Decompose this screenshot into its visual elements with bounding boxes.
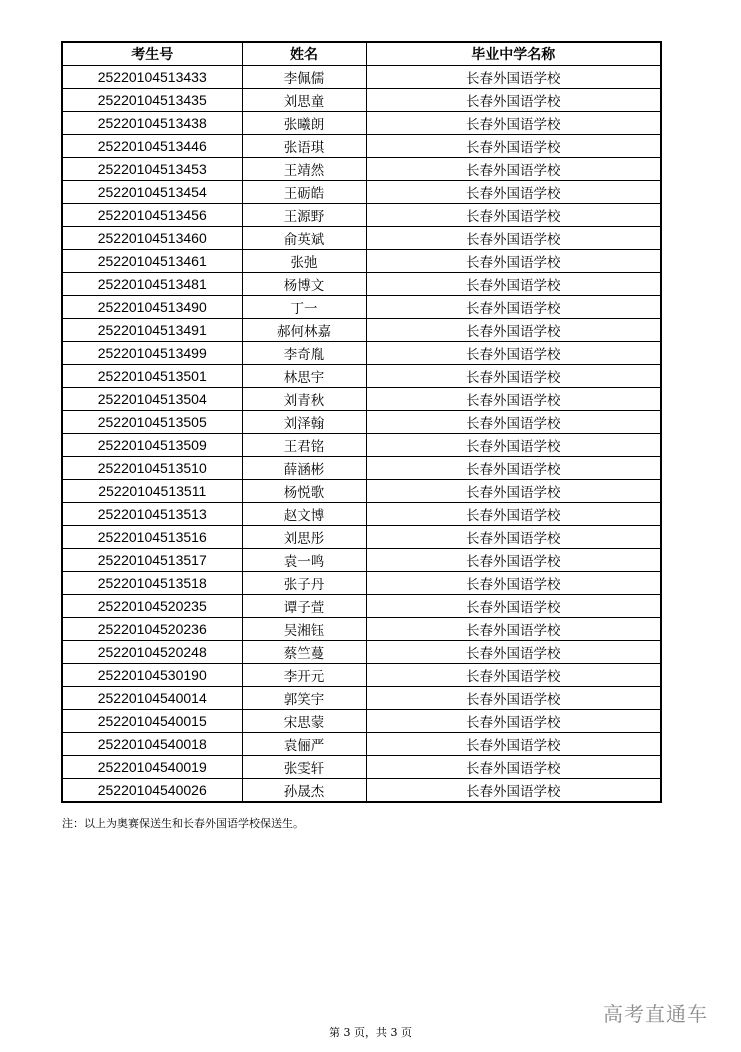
- table-row: [62, 388, 661, 411]
- table-row: [62, 411, 661, 434]
- school-name-cell: 长春外国语学校: [366, 158, 661, 181]
- table-row: [62, 319, 661, 342]
- table-row: [62, 572, 661, 595]
- table-row: [62, 434, 661, 457]
- student-name-cell: 林思宇: [242, 365, 366, 388]
- student-name-cell: 丁一: [242, 296, 366, 319]
- school-name-cell: 长春外国语学校: [366, 434, 661, 457]
- table-row: [62, 733, 661, 756]
- school-name-cell: 长春外国语学校: [366, 687, 661, 710]
- exam-id-cell: 25220104513454: [62, 181, 242, 204]
- exam-id-cell: 25220104513490: [62, 296, 242, 319]
- table-row: [62, 641, 661, 664]
- student-name-cell: 张曦朗: [242, 112, 366, 135]
- school-name-cell: 长春外国语学校: [366, 204, 661, 227]
- table-row: [62, 687, 661, 710]
- student-name-cell: 宋思蒙: [242, 710, 366, 733]
- exam-id-cell: 25220104513499: [62, 342, 242, 365]
- school-name-cell: 长春外国语学校: [366, 89, 661, 112]
- school-name-cell: 长春外国语学校: [366, 595, 661, 618]
- exam-id-cell: 25220104513456: [62, 204, 242, 227]
- school-name-cell: 长春外国语学校: [366, 388, 661, 411]
- header-exam-id: 考生号: [62, 42, 242, 66]
- student-name-cell: 郭笑宇: [242, 687, 366, 710]
- student-name-cell: 郝何林嘉: [242, 319, 366, 342]
- table-row: [62, 158, 661, 181]
- table-row: [62, 296, 661, 319]
- table-row: [62, 779, 661, 803]
- student-name-cell: 王靖然: [242, 158, 366, 181]
- exam-id-cell: 25220104540014: [62, 687, 242, 710]
- school-name-cell: 长春外国语学校: [366, 66, 661, 89]
- exam-id-cell: 25220104513509: [62, 434, 242, 457]
- table-row: [62, 250, 661, 273]
- student-name-cell: 刘青秋: [242, 388, 366, 411]
- exam-id-cell: 25220104513438: [62, 112, 242, 135]
- table-row: [62, 549, 661, 572]
- student-name-cell: 李奇胤: [242, 342, 366, 365]
- exam-id-cell: 25220104513446: [62, 135, 242, 158]
- table-row: [62, 342, 661, 365]
- student-name-cell: 刘泽翰: [242, 411, 366, 434]
- school-name-cell: 长春外国语学校: [366, 342, 661, 365]
- table-row: [62, 756, 661, 779]
- student-name-cell: 袁俪严: [242, 733, 366, 756]
- exam-id-cell: 25220104520235: [62, 595, 242, 618]
- student-name-cell: 王君铭: [242, 434, 366, 457]
- student-name-cell: 俞英斌: [242, 227, 366, 250]
- page-number: 第 3 页，共 3 页: [329, 1026, 412, 1039]
- exam-id-cell: 25220104513513: [62, 503, 242, 526]
- school-name-cell: 长春外国语学校: [366, 181, 661, 204]
- student-name-cell: 袁一鸣: [242, 549, 366, 572]
- exam-id-cell: 25220104513510: [62, 457, 242, 480]
- exam-id-cell: 25220104513518: [62, 572, 242, 595]
- exam-id-cell: 25220104513501: [62, 365, 242, 388]
- school-name-cell: 长春外国语学校: [366, 756, 661, 779]
- exam-id-cell: 25220104513504: [62, 388, 242, 411]
- school-name-cell: 长春外国语学校: [366, 733, 661, 756]
- student-name-cell: 王源野: [242, 204, 366, 227]
- exam-id-cell: 25220104513516: [62, 526, 242, 549]
- school-name-cell: 长春外国语学校: [366, 480, 661, 503]
- school-name-cell: 长春外国语学校: [366, 779, 661, 803]
- student-name-cell: 李佩儒: [242, 66, 366, 89]
- exam-id-cell: 25220104513481: [62, 273, 242, 296]
- student-name-cell: 赵文博: [242, 503, 366, 526]
- exam-id-cell: 25220104520248: [62, 641, 242, 664]
- student-name-cell: 蔡竺蔓: [242, 641, 366, 664]
- student-name-cell: 杨悦歌: [242, 480, 366, 503]
- student-name-cell: 张弛: [242, 250, 366, 273]
- student-name-cell: 刘思彤: [242, 526, 366, 549]
- student-name-cell: 杨博文: [242, 273, 366, 296]
- table-row: [62, 457, 661, 480]
- student-name-cell: 张语琪: [242, 135, 366, 158]
- header-school: 毕业中学名称: [366, 42, 661, 66]
- table-row: [62, 66, 661, 89]
- table-row: [62, 112, 661, 135]
- exam-id-cell: 25220104513460: [62, 227, 242, 250]
- watermark-logo: 高考直通车: [603, 1002, 708, 1026]
- table-row: [62, 710, 661, 733]
- school-name-cell: 长春外国语学校: [366, 549, 661, 572]
- school-name-cell: 长春外国语学校: [366, 296, 661, 319]
- exam-id-cell: 25220104530190: [62, 664, 242, 687]
- table-row: [62, 273, 661, 296]
- student-name-cell: 李开元: [242, 664, 366, 687]
- exam-id-cell: 25220104513505: [62, 411, 242, 434]
- school-name-cell: 长春外国语学校: [366, 618, 661, 641]
- exam-id-cell: 25220104513491: [62, 319, 242, 342]
- student-name-cell: 薛涵彬: [242, 457, 366, 480]
- header-name: 姓名: [242, 42, 366, 66]
- school-name-cell: 长春外国语学校: [366, 227, 661, 250]
- school-name-cell: 长春外国语学校: [366, 457, 661, 480]
- exam-id-cell: 25220104513517: [62, 549, 242, 572]
- school-name-cell: 长春外国语学校: [366, 526, 661, 549]
- exam-id-cell: 25220104513435: [62, 89, 242, 112]
- exam-id-cell: 25220104513461: [62, 250, 242, 273]
- exam-id-cell: 25220104540018: [62, 733, 242, 756]
- table-row: [62, 135, 661, 158]
- student-name-cell: 王砺皓: [242, 181, 366, 204]
- table-row: [62, 618, 661, 641]
- exam-id-cell: 25220104513433: [62, 66, 242, 89]
- table-row: [62, 503, 661, 526]
- school-name-cell: 长春外国语学校: [366, 273, 661, 296]
- student-name-cell: 吴湘钰: [242, 618, 366, 641]
- footnote: 注：以上为奥赛保送生和长春外国语学校保送生。: [62, 817, 304, 830]
- exam-id-cell: 25220104540026: [62, 779, 242, 803]
- table-row: [62, 89, 661, 112]
- table-row: [62, 595, 661, 618]
- table-row: [62, 365, 661, 388]
- admission-table: [61, 41, 662, 803]
- student-name-cell: 谭子萱: [242, 595, 366, 618]
- table-row: [62, 526, 661, 549]
- table-row: [62, 664, 661, 687]
- exam-id-cell: 25220104540019: [62, 756, 242, 779]
- table-row: [62, 227, 661, 250]
- student-name-cell: 孙晟杰: [242, 779, 366, 803]
- exam-id-cell: 25220104540015: [62, 710, 242, 733]
- exam-id-cell: 25220104513453: [62, 158, 242, 181]
- exam-id-cell: 25220104520236: [62, 618, 242, 641]
- school-name-cell: 长春外国语学校: [366, 250, 661, 273]
- school-name-cell: 长春外国语学校: [366, 641, 661, 664]
- table-row: [62, 204, 661, 227]
- school-name-cell: 长春外国语学校: [366, 112, 661, 135]
- student-name-cell: 刘思童: [242, 89, 366, 112]
- table-header-row: [62, 42, 661, 66]
- exam-id-cell: 25220104513511: [62, 480, 242, 503]
- school-name-cell: 长春外国语学校: [366, 135, 661, 158]
- school-name-cell: 长春外国语学校: [366, 664, 661, 687]
- table-body: [62, 66, 661, 803]
- student-name-cell: 张子丹: [242, 572, 366, 595]
- school-name-cell: 长春外国语学校: [366, 572, 661, 595]
- school-name-cell: 长春外国语学校: [366, 319, 661, 342]
- school-name-cell: 长春外国语学校: [366, 411, 661, 434]
- school-name-cell: 长春外国语学校: [366, 710, 661, 733]
- school-name-cell: 长春外国语学校: [366, 365, 661, 388]
- table-row: [62, 181, 661, 204]
- student-name-cell: 张雯轩: [242, 756, 366, 779]
- school-name-cell: 长春外国语学校: [366, 503, 661, 526]
- table-row: [62, 480, 661, 503]
